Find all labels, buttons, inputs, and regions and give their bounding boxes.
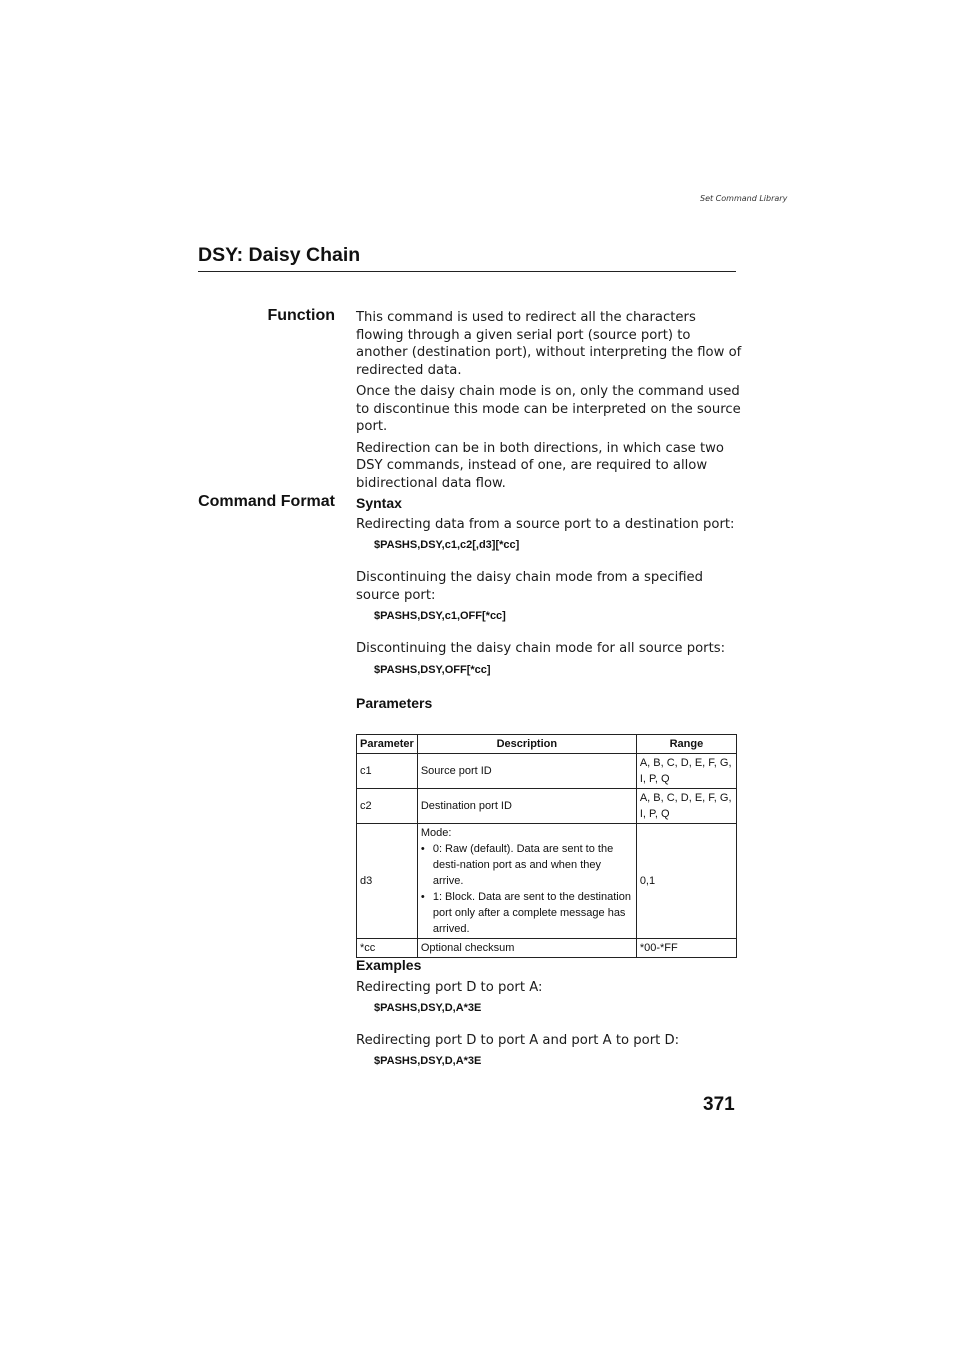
syntax-text: Discontinuing the daisy chain mode from a specified source port: [356,570,704,603]
function-paragraph: This command is used to redirect all the characters flowing through a given serial port (source port) to another (destination port), without interpreting the flow of redirected data. [356,310,742,378]
function-body [356,309,742,496]
examples-heading: Examples [356,957,422,973]
table-row [357,824,737,939]
mode-list [421,841,633,937]
list-item: • 1: Block. Data are sent to the destination port only after a complete message has arrived. [421,889,633,937]
function-paragraph: Once the daisy chain mode is on, only the command used to discontinue this mode can be interpreted on the source port. [356,384,741,434]
syntax-command: $PASHS,DSY,c1,OFF[*cc] [374,610,506,622]
range-cell: *00-*FF [636,939,736,958]
param-cell: c2 [357,789,418,824]
column-header: Description [417,735,636,754]
column-header: Parameter [357,735,418,754]
page-number: 371 [703,1094,735,1115]
syntax-heading: Syntax [356,495,402,511]
syntax-text: Discontinuing the daisy chain mode for all source ports: [356,641,726,656]
param-cell: c1 [357,754,418,789]
syntax-command: $PASHS,DSY,OFF[*cc] [374,664,491,676]
table-header-row [357,735,737,754]
syntax-text: Redirecting data from a source port to a destination port: [356,517,735,532]
example-text: Redirecting port D to port A and port A to port D: [356,1033,680,1048]
command-format-heading: Command Format [198,493,335,510]
list-item: • 0: Raw (default). Data are sent to the desti-nation port as and when they arrive. [421,841,633,889]
title-divider [198,271,736,272]
function-paragraph: Redirection can be in both directions, in which case two DSY commands, instead of one, are required to allow bidirectional data flow. [356,440,724,491]
parameters-table [356,734,737,958]
column-header: Range [636,735,736,754]
desc-cell: Destination port ID [417,789,636,824]
page-title: DSY: Daisy Chain [198,244,361,266]
desc-cell: Optional checksum [417,939,636,958]
param-cell: d3 [357,824,418,939]
range-cell: A, B, C, D, E, F, G, I, P, Q [636,789,736,824]
function-heading: Function [267,307,335,324]
example-text: Redirecting port D to port A: [356,980,543,995]
table-row [357,754,737,789]
parameters-heading: Parameters [356,695,433,711]
desc-cell: Source port ID [417,754,636,789]
range-cell: A, B, C, D, E, F, G, I, P, Q [636,754,736,789]
syntax-command: $PASHS,DSY,c1,c2[,d3][*cc] [374,539,520,551]
table-row [357,939,737,958]
example-command: $PASHS,DSY,D,A*3E [374,1055,482,1067]
table-row [357,789,737,824]
desc-cell [417,824,636,939]
desc-intro: Mode: [420,827,452,839]
example-command: $PASHS,DSY,D,A*3E [374,1002,482,1014]
running-header: Set Command Library [700,194,788,203]
range-cell: 0,1 [636,824,736,939]
param-cell: *cc [357,939,418,958]
